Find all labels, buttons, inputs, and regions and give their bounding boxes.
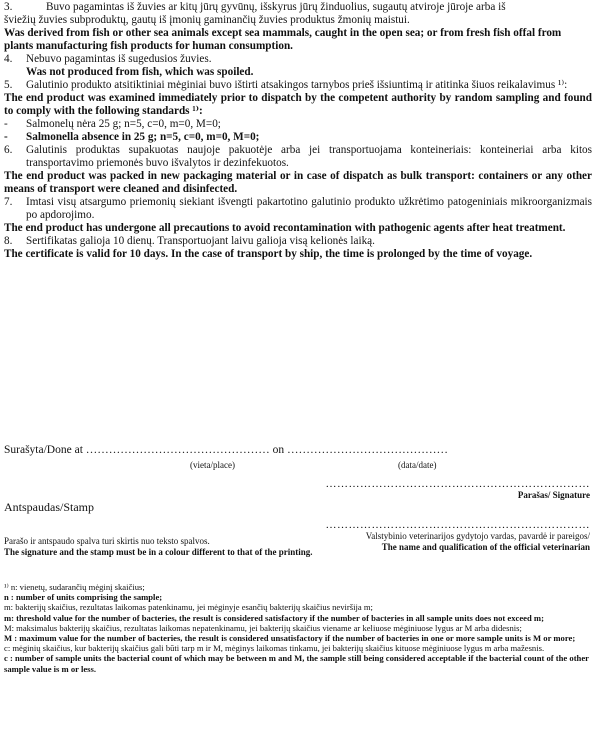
paragraph-number: 3. bbox=[4, 1, 13, 13]
paragraph-4-lt bbox=[4, 53, 592, 66]
bullet-salmonella-lt bbox=[4, 118, 592, 131]
paragraph-5-en: The end product was examined immediately prior to dispatch by the competent authority by random sampling and found to comply with the following standards ¹⁾: bbox=[4, 92, 592, 117]
paragraph-number: 8. bbox=[4, 235, 13, 247]
paragraph-6-en: The end product was packed in new packaging material or in case of dispatch as bulk transport: containers or any other means of transport were cleaned and disinfected. bbox=[4, 170, 592, 195]
veterinarian-label-en: The name and qualification of the official veterinarian bbox=[381, 542, 590, 552]
paragraph-8-lt-text: Sertifikatas galioja 10 dienų. Transportuojant laivu galioja visą kelionės laiką. bbox=[26, 235, 375, 247]
paragraph-number: 5. bbox=[4, 79, 13, 91]
place-field[interactable]: ………………………………………… bbox=[85, 444, 270, 456]
place-hint: (vieta/place) bbox=[190, 460, 235, 470]
footnote-n-en: n : number of units comprising the sample; bbox=[4, 592, 163, 603]
date-field[interactable]: …………………………………… bbox=[287, 444, 449, 456]
on-label: on bbox=[272, 444, 285, 456]
colour-note-lt: Parašo ir antspaudo spalva turi skirtis nuo teksto spalvos. bbox=[4, 536, 210, 546]
paragraph-4-en: Was not produced from fish, which was spoiled. bbox=[26, 66, 254, 78]
footnotes bbox=[4, 582, 592, 674]
done-at-line bbox=[4, 444, 448, 456]
footnote-M-lt: M: maksimalus bakterijų skaičius, rezultatas laikomas nepatenkinamu, jei bakterijų skaičius viename ar keliuose mėginiuose lygus ar M arba didesnis; bbox=[4, 622, 522, 633]
paragraph-number: 6. bbox=[4, 144, 13, 156]
footnote-n-lt: ¹⁾ n: vienetų, sudarančių mėginį skaičius; bbox=[4, 582, 145, 592]
paragraph-8-lt bbox=[4, 235, 592, 248]
signature-label: Parašas/ Signature bbox=[517, 490, 590, 500]
certificate-body bbox=[4, 0, 592, 261]
paragraph-3-lt bbox=[4, 1, 592, 14]
paragraph-6-lt bbox=[4, 144, 592, 170]
footnote-m-en: m: threshold value for the number of bacteries, the result is considered satisfactory if the number of bacteries in all sample units does not exceed m; bbox=[4, 612, 544, 623]
paragraph-7-lt-text: Imtasi visų atsargumo priemonių siekiant išvengti pakartotino galutinio produkto užkrėtimo patogeniniais mikroorganizmais po apdorojimo. bbox=[26, 196, 592, 221]
veterinarian-name-field[interactable]: …………………………………………………………… bbox=[325, 519, 590, 531]
signature-block bbox=[326, 478, 591, 501]
bullet-mark: - bbox=[4, 118, 8, 130]
bullet-lt-text: Salmonelų nėra 25 g; n=5, c=0, m=0, M=0; bbox=[26, 118, 221, 130]
paragraph-number: 4. bbox=[4, 53, 13, 65]
stamp-label: Antspaudas/Stamp bbox=[4, 500, 94, 514]
veterinarian-label-lt: Valstybinio veterinarijos gydytojo vardas, pavardė ir pareigos/ bbox=[365, 531, 590, 541]
paragraph-3-en: Was derived from fish or other sea animals except sea mammals, caught in the open sea; or from fresh fish offal from plants manufacturing fish products for human consumption. bbox=[4, 27, 562, 52]
footnote-c-lt: c: mėginių skaičius, kur bakterijų skaičius gali būti tarp m ir M, mėginys laikomas tinkamu, jei bakterijų skaičius kituose mėginiuose lygus m arba mažesnis. bbox=[4, 643, 545, 654]
bullet-mark: - bbox=[4, 131, 8, 143]
signature-field[interactable]: …………………………………………………………… bbox=[325, 478, 590, 490]
bullet-salmonella-en bbox=[4, 131, 592, 144]
paragraph-7-lt bbox=[4, 196, 592, 222]
paragraph-3-lt-text: Buvo pagamintas iš žuvies ar kitų jūrų gyvūnų, išskyrus jūrų žinduolius, sugautų atviroje jūroje arba iš bbox=[46, 1, 506, 13]
paragraph-7-en: The end product has undergone all precautions to avoid recontamination with pathogenic agents after heat treatment. bbox=[4, 222, 566, 234]
footnote-m-lt: m: bakterijų skaičius, rezultatas laikomas patenkinamu, jei mėginyje esančių bakterijų skaičius neviršija m; bbox=[4, 602, 373, 613]
paragraph-5-lt-text: Galutinio produkto atsitiktiniai mėginiai buvo ištirti atsakingos tarnybos prieš išsiuntimą ir atitinka šiuos reikalavimus ¹⁾: bbox=[26, 79, 568, 91]
footnote-M-en: M : maximum value for the number of bacteries, the result is considered unsatisfactory if the number of bacteries in one or more sample units is M or more; bbox=[4, 633, 576, 644]
colour-note-en: The signature and the stamp must be in a colour different to that of the printing. bbox=[4, 547, 313, 557]
paragraph-3-lt-cont: šviežių žuvies subproduktų, gautų iš įmonių gaminančių žuvies produktus žmonių maistui. bbox=[4, 14, 410, 26]
footnote-c-en: c : number of sample units the bacterial count of which may be between m and M, the sample still being considered acceptable if the bacterial count of the other sample value is m or less. bbox=[4, 653, 589, 674]
colour-note bbox=[4, 536, 592, 558]
date-hint: (data/date) bbox=[398, 460, 437, 470]
bullet-en-text: Salmonella absence in 25 g; n=5, c=0, m=0, M=0; bbox=[26, 131, 260, 143]
paragraph-5-lt bbox=[4, 79, 592, 92]
paragraph-4-lt-text: Nebuvo pagamintas iš sugedusios žuvies. bbox=[26, 53, 212, 65]
paragraph-8-en: The certificate is valid for 10 days. In the case of transport by ship, the time is prolonged by the time of voyage. bbox=[4, 248, 533, 260]
paragraph-number: 7. bbox=[4, 196, 13, 208]
paragraph-6-lt-text: Galutinis produktas supakuotas naujoje pakuotėje arba jei transportuojama konteineriais: konteineriai arba kitos transportavimo priemonės buvo išvalytos ir dezinfekuotos. bbox=[26, 144, 592, 169]
done-at-label: Surašyta/Done at bbox=[4, 444, 83, 456]
